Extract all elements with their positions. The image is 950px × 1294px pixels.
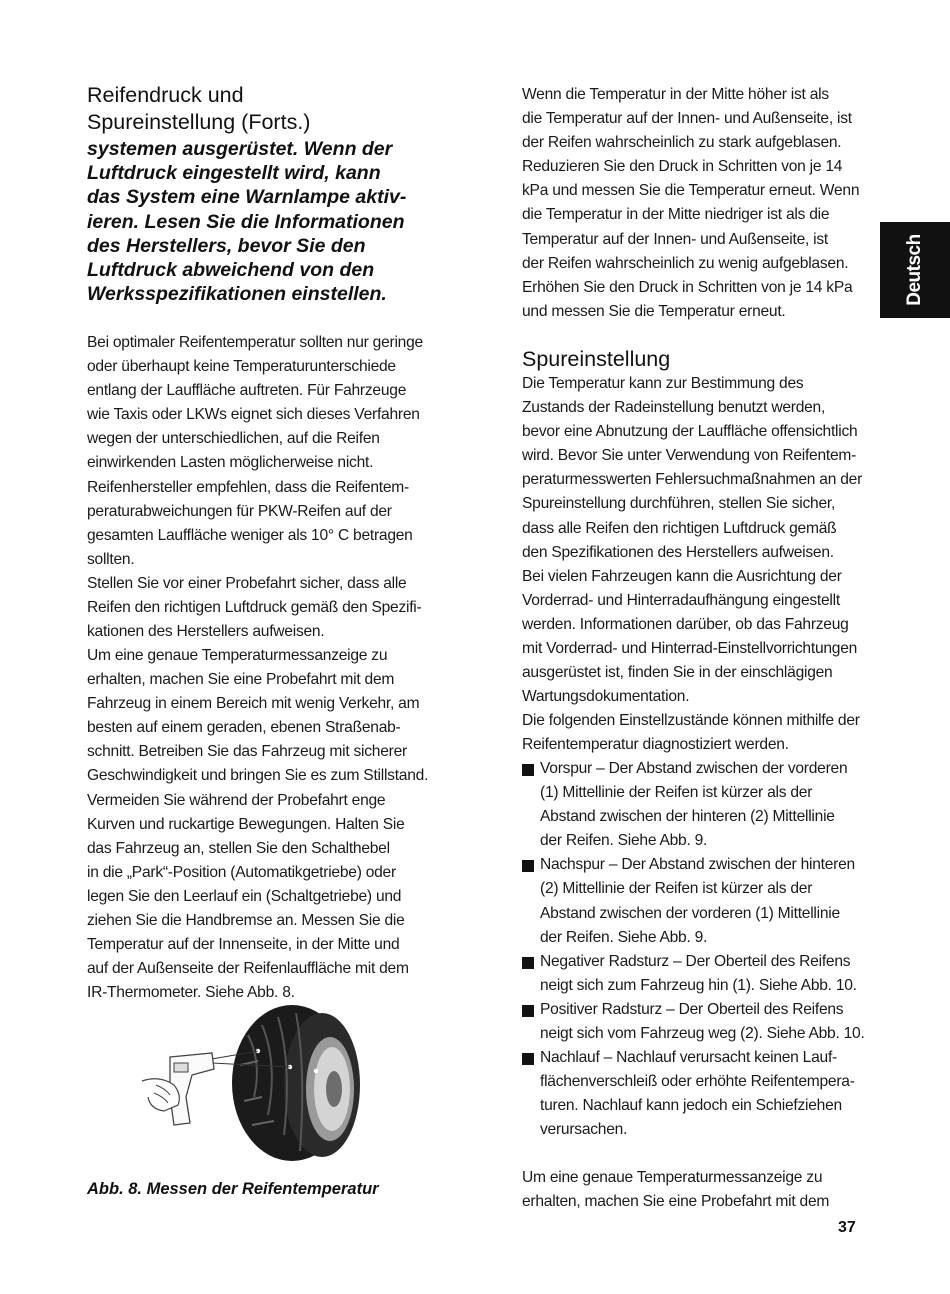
list-item-text: Positiver Radsturz – Der Oberteil des Reifens neigt sich vom Fahrzeug weg (2). Siehe Abb. 10. xyxy=(540,1000,865,1043)
list-item xyxy=(522,853,867,949)
right-paragraph-4: Die folgenden Einstellzustände können mithilfe der Reifentemperatur diagnostiziert werden. xyxy=(522,712,860,754)
tire-thermometer-figure xyxy=(140,1005,375,1165)
language-tab xyxy=(880,222,950,318)
list-item-text: Nachlauf – Nachlauf verursacht keinen Lauf- flächenverschleiß oder erhöhte Reifentempera- turen. Nachlauf kann jedoch ein Schiefziehen verursachen. xyxy=(540,1049,855,1139)
tire-illustration xyxy=(232,1005,360,1161)
square-bullet-icon xyxy=(522,1053,534,1065)
right-paragraph-5: Um eine genaue Temperaturmessanzeige zu erhalten, machen Sie eine Probefahrt mit dem xyxy=(522,1169,830,1211)
list-item-text: Vorspur – Der Abstand zwischen der vorderen (1) Mittellinie der Reifen ist kürzer als der Abstand zwischen der hinteren (2) Mittellinie der Reifen. Siehe Abb. 9. xyxy=(540,760,848,850)
right-paragraph-1: Wenn die Temperatur in der Mitte höher ist als die Temperatur auf der Innen- und Außenseite, ist der Reifen wahrscheinlich zu stark aufgeblasen. Reduzieren Sie den Druck in Schritten von je 14 kPa und messen Sie die Temperatur erneut. Wenn die Temperatur in der Mitte niedriger ist als die Temperatur auf der Innen- und Außenseite, ist der Reifen wahrscheinlich zu wenig aufgeblasen. Erhöhen Sie den Druck in Schritten von je 14 kPa und messen Sie die Temperatur erneut. xyxy=(522,86,860,320)
right-paragraph-2: Die Temperatur kann zur Bestimmung des Zustands der Radeinstellung benutzt werden, bevor eine Abnutzung der Lauffläche offensichtlich wird. Bevor Sie unter Verwendung von Reifentem- peraturmesswerten Fehlersuchmaßnahmen an der Spureinstellung durchführen, stellen Sie sicher, dass alle Reifen den richtigen Luftdruck gemäß den Spezifikationen des Herstellers aufweisen. xyxy=(522,375,863,561)
list-item xyxy=(522,950,867,998)
left-paragraph-3: Um eine genaue Temperaturmessanzeige zu erhalten, machen Sie eine Probefahrt mit dem Fahrzeug in einem Bereich mit wenig Verkehr, am besten auf einem geraden, ebenen Straßenab- schnitt. Betreiben Sie das Fahrzeug mit sicherer Geschwindigkeit und bringen Sie es zum Stillstand. Vermeiden Sie während der Probefahrt enge Kurven und ruckartige Bewegungen. Halten Sie das Fahrzeug an, stellen Sie den Schalthebel in die „Park“-Position (Automatikgetriebe) oder legen Sie den Leerlauf ein (Schaltgetriebe) und ziehen Sie die Handbremse an. Messen Sie die Temperatur auf der Innenseite, in der Mitte und auf der Außenseite der Reifenlauffläche mit dem IR-Thermometer. Siehe Abb. 8. xyxy=(87,647,429,1002)
left-paragraph-2: Stellen Sie vor einer Probefahrt sicher, dass alle Reifen den richtigen Luftdruck gemäß den Spezifi- kationen des Herstellers aufweisen. xyxy=(87,575,422,641)
page-number: 37 xyxy=(838,1219,856,1236)
heading-line-1: Reifendruck und xyxy=(87,83,244,107)
right-paragraph-3: Bei vielen Fahrzeugen kann die Ausrichtung der Vorderrad- und Hinterradaufhängung eingestellt werden. Informationen darüber, ob das Fahrzeug mit Vorderrad- und Hinterrad-Einstellvorrichtungen ausgerüstet ist, finden Sie in der einschlägigen Wartungsdokumentation. xyxy=(522,568,858,706)
spureinstellung-heading: Spureinstellung xyxy=(522,347,671,371)
square-bullet-icon xyxy=(522,957,534,969)
list-item xyxy=(522,1046,867,1142)
square-bullet-icon xyxy=(522,764,534,776)
alignment-conditions-list xyxy=(522,757,867,1143)
figure-caption: Abb. 8. Messen der Reifentemperatur xyxy=(87,1180,379,1198)
square-bullet-icon xyxy=(522,860,534,872)
list-item-text: Negativer Radsturz – Der Oberteil des Reifens neigt sich zum Fahrzeug hin (1). Siehe Abb. 10. xyxy=(540,952,857,994)
language-tab-label: Deutsch xyxy=(904,234,925,306)
square-bullet-icon xyxy=(522,1005,534,1017)
warning-text: systemen ausgerüstet. Wenn der Luftdruck eingestellt wird, kann das System eine Warnlampe aktiv- ieren. Lesen Sie die Informationen des Herstellers, bevor Sie den Luftdruck abweichend von den Werksspezifikationen einstellen. xyxy=(87,138,407,306)
list-item xyxy=(522,998,867,1046)
heading-line-2: Spureinstellung (Forts.) xyxy=(87,110,311,134)
list-item-text: Nachspur – Der Abstand zwischen der hinteren (2) Mittellinie der Reifen ist kürzer als der Abstand zwischen der vorderen (1) Mittellinie der Reifen. Siehe Abb. 9. xyxy=(540,856,855,946)
left-paragraph-1: Bei optimaler Reifentemperatur sollten nur geringe oder überhaupt keine Temperaturunterschiede entlang der Lauffläche auftreten. Für Fahrzeuge wie Taxis oder LKWs eignet sich dieses Verfahren wegen der unterschiedlichen, auf die Reifen einwirkenden Lasten möglicherweise nicht. Reifenhersteller empfehlen, dass die Reifentem- peraturabweichungen für PKW-Reifen auf der gesamten Lauffläche weniger als 10° C betragen sollten. xyxy=(87,334,423,568)
list-item xyxy=(522,757,867,853)
section-heading xyxy=(87,82,447,136)
